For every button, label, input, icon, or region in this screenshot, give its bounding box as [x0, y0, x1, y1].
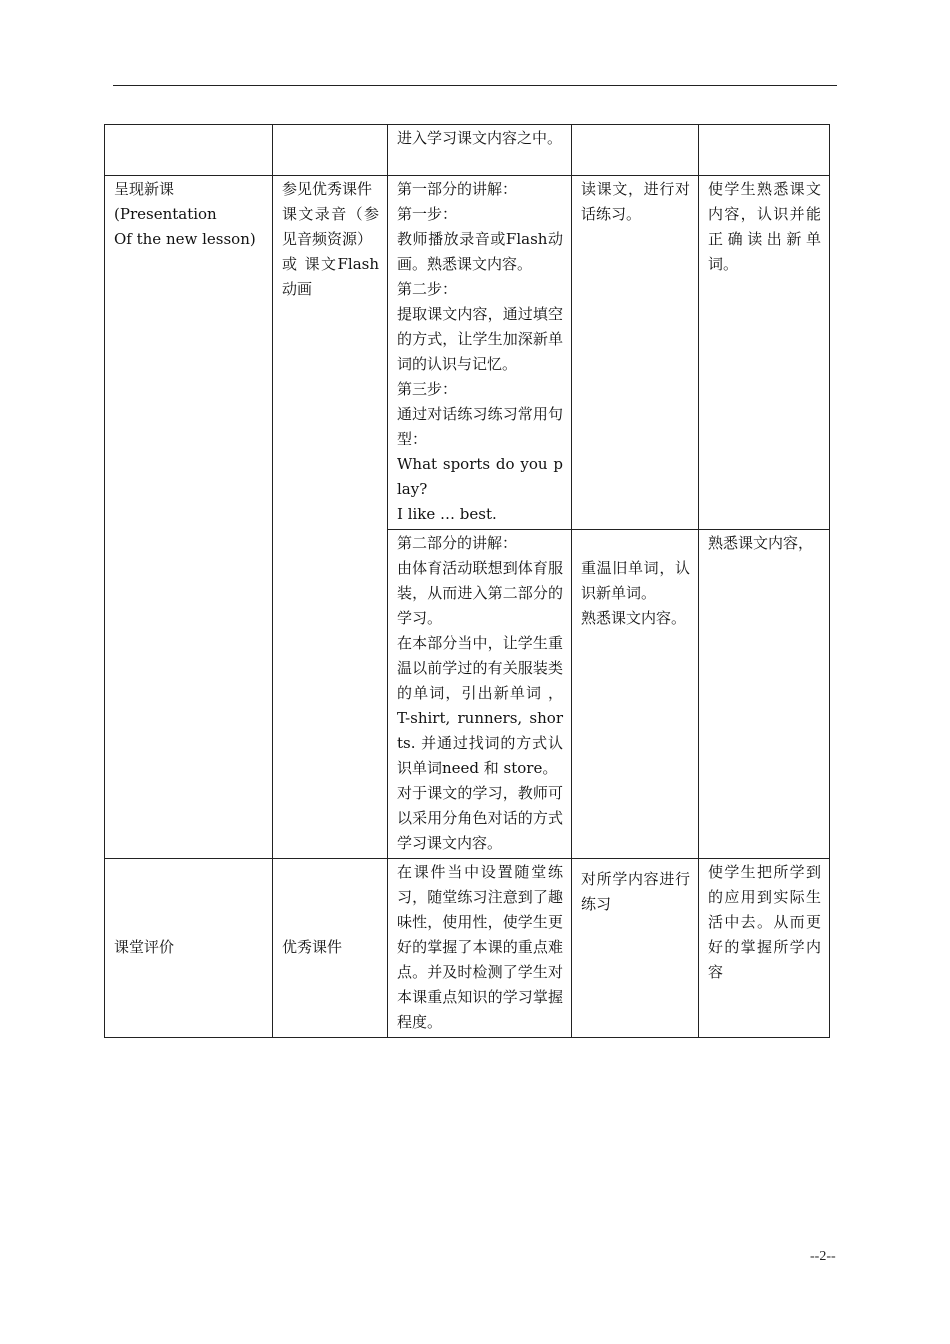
student-review-words: 重温旧单词，认识新单词。	[581, 559, 690, 602]
student-familiarize: 熟悉课文内容。	[581, 609, 687, 627]
part2-roleplay: 对于课文的学习，教师可以采用分角色对话的方式学习课文内容。	[397, 784, 563, 852]
stage-title: 呈现新课	[114, 180, 175, 198]
page-number: --2--	[810, 1249, 836, 1264]
part2-vocabulary: 在本部分当中，让学生重温以前学过的有关服装类的单词，引出新单词 ， T-shirt, runners, shorts. 并通过找词的方式认识单词need 和 store。	[397, 634, 563, 777]
table-row-continuation	[105, 125, 830, 176]
dialogue-question: What sports do you play?	[397, 455, 563, 498]
cell-purpose-part1: 使学生熟悉课文内容，认识并能正确读出新单词。	[699, 176, 830, 530]
stage-english-1: (Presentation	[114, 205, 217, 223]
cell-resources-presentation	[273, 176, 388, 859]
cell-teacher-activity-part1	[388, 176, 572, 530]
step1-heading: 第一步：	[397, 205, 458, 223]
step2-heading: 第二步：	[397, 280, 458, 298]
cell-student-activity-evaluation: 对所学内容进行练习	[572, 859, 699, 1038]
dialogue-answer: I like … best.	[397, 505, 497, 523]
cell-stage-evaluation: 课堂评价	[105, 859, 273, 1038]
part2-heading: 第二部分的讲解：	[397, 534, 518, 552]
cell-purpose	[699, 125, 830, 176]
stage-english-2: Of the new lesson)	[114, 230, 256, 248]
cell-stage-presentation	[105, 176, 273, 859]
cell-teacher-activity-part2	[388, 530, 572, 859]
cell-teacher-activity: 进入学习课文内容之中。	[388, 125, 572, 176]
step3-text: 通过对话练习练习常用句型：	[397, 405, 563, 448]
cell-student-activity-part2	[572, 530, 699, 859]
step1-text: 教师播放录音或Flash动画。熟悉课文内容。	[397, 230, 563, 273]
resource-audio: 课文录音（参见音频资源）	[282, 205, 379, 248]
resource-flash: 或 课文Flash动画	[282, 255, 379, 298]
step2-text: 提取课文内容，通过填空的方式，让学生加深新单词的认识与记忆。	[397, 305, 563, 373]
part2-intro: 由体育活动联想到体育服装，从而进入第二部分的学习。	[397, 559, 563, 627]
cell-teacher-activity-evaluation: 在课件当中设置随堂练习，随堂练习注意到了趣味性，使用性，使学生更好的掌握了本课的重点难点。并及时检测了学生对本课重点知识的学习掌握程度。	[388, 859, 572, 1038]
resource-courseware: 参见优秀课件	[282, 180, 373, 198]
cell-purpose-evaluation: 使学生把所学到的应用到实际生活中去。从而更好的掌握所学内容	[699, 859, 830, 1038]
cell-student-activity-part1: 读课文，进行对话练习。	[572, 176, 699, 530]
cell-student-activity	[572, 125, 699, 176]
part1-heading: 第一部分的讲解：	[397, 180, 518, 198]
table-row-presentation	[105, 176, 830, 530]
cell-resources-evaluation: 优秀课件	[273, 859, 388, 1038]
step3-heading: 第三步：	[397, 380, 458, 398]
cell-stage	[105, 125, 273, 176]
table-row-evaluation	[105, 859, 830, 1038]
cell-purpose-part2: 熟悉课文内容，	[699, 530, 830, 859]
lesson-plan-table	[104, 124, 830, 1038]
cell-resources	[273, 125, 388, 176]
header-rule	[113, 85, 837, 86]
